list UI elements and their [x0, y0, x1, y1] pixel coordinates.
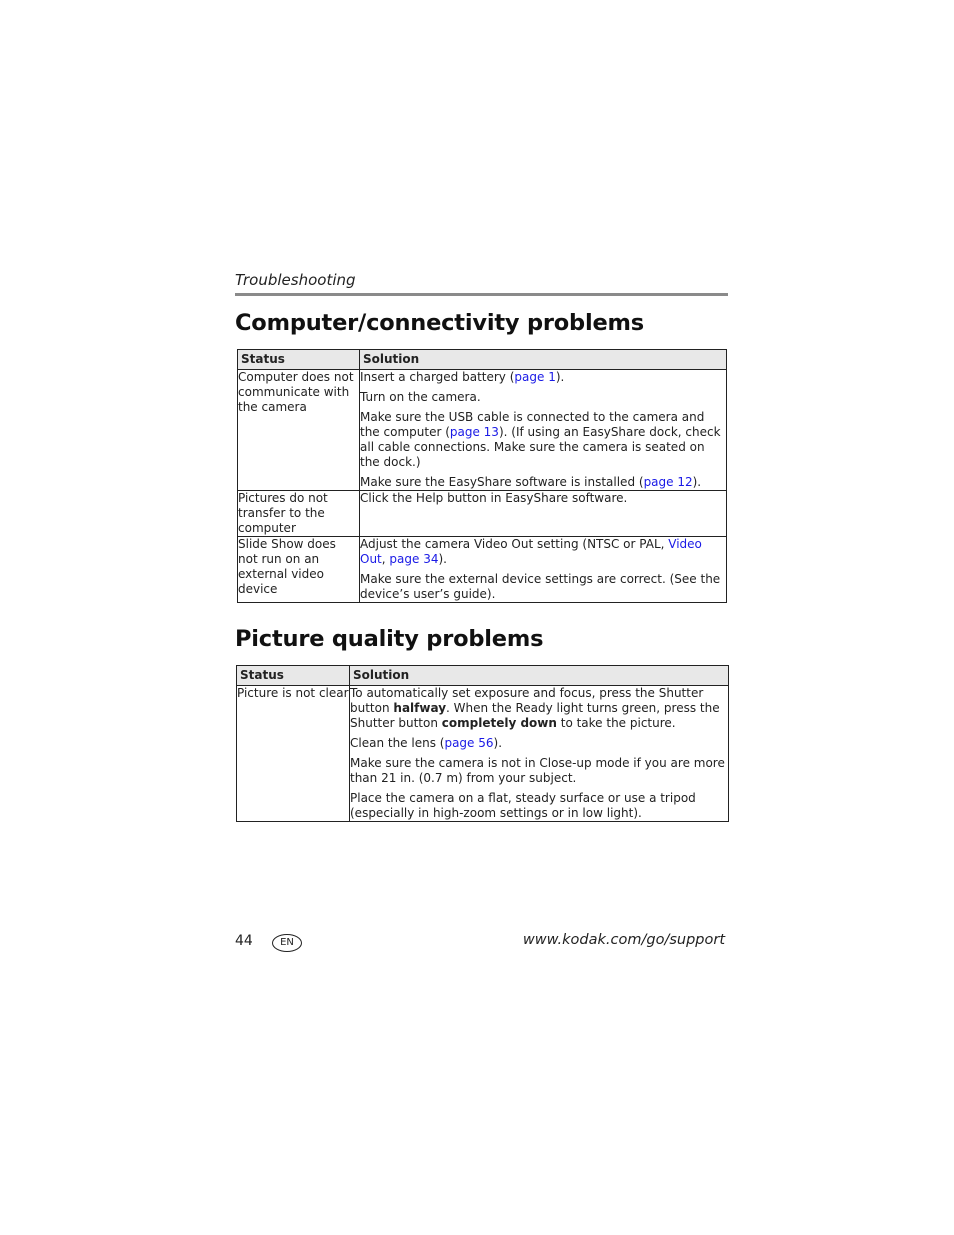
- column-header-status: Status: [238, 350, 360, 370]
- section-title-picture-quality: Picture quality problems: [235, 626, 544, 652]
- solution-item: [350, 736, 728, 751]
- table-header-row: [238, 350, 727, 370]
- table-row: [238, 370, 727, 491]
- solution-text: ).: [692, 475, 702, 489]
- status-cell: Computer does not communicate with the camera: [238, 370, 360, 491]
- solution-item: [350, 686, 728, 731]
- table-row: [238, 537, 727, 603]
- solution-item: [360, 390, 726, 405]
- solution-text: Clean the lens (: [350, 736, 445, 750]
- language-badge: EN: [272, 934, 302, 952]
- emphasis-text: halfway: [393, 701, 447, 715]
- solution-item: [360, 410, 726, 470]
- solution-text: Turn on the camera.: [360, 390, 481, 404]
- page-number: 44: [235, 933, 253, 949]
- solution-text: Insert a charged battery (: [360, 370, 515, 384]
- header-divider: [235, 293, 728, 296]
- table-row: [237, 686, 729, 822]
- solution-text: To automatically set exposure and focus, press the Shutter button: [350, 686, 704, 715]
- solution-text: ,: [381, 552, 390, 566]
- solution-text: Make sure the USB cable is connected to the camera and the computer (: [360, 410, 705, 439]
- support-url: www.kodak.com/go/support: [522, 932, 725, 948]
- solution-cell: [360, 491, 727, 537]
- page-link[interactable]: page 34: [389, 552, 439, 566]
- column-header-solution: Solution: [350, 666, 729, 686]
- solution-item: [360, 370, 726, 385]
- column-header-status: Status: [237, 666, 350, 686]
- table-header-row: [237, 666, 729, 686]
- status-cell: Picture is not clear: [237, 686, 350, 822]
- solution-text: to take the picture.: [556, 716, 676, 730]
- solution-text: ).: [493, 736, 503, 750]
- connectivity-table: [237, 349, 727, 603]
- solution-text: ).: [555, 370, 565, 384]
- table-row: [238, 491, 727, 537]
- solution-item: [350, 756, 728, 786]
- solution-text: Make sure the external device settings are correct. (See the device’s user’s guide).: [360, 572, 721, 601]
- solution-cell: [360, 370, 727, 491]
- solution-item: [360, 572, 726, 602]
- page-link[interactable]: page 13: [449, 425, 499, 439]
- solution-cell: [350, 686, 729, 822]
- solution-text: Click the Help button in EasyShare software.: [360, 491, 628, 505]
- section-title-connectivity: Computer/connectivity problems: [235, 310, 644, 336]
- page-link[interactable]: Video Out: [360, 537, 702, 566]
- emphasis-text: completely down: [441, 716, 557, 730]
- status-cell: Slide Show does not run on an external video device: [238, 537, 360, 603]
- solution-item: [350, 791, 728, 821]
- solution-text: . When the Ready light turns green, press the Shutter button: [350, 701, 720, 730]
- running-header: Troubleshooting: [235, 271, 356, 289]
- solution-text: Make sure the camera is not in Close-up mode if you are more than 21 in. (0.7 m) from your subject.: [350, 756, 725, 785]
- solution-text: ). (If using an EasyShare dock, check all cable connections. Make sure the camera is seated on the dock.): [360, 425, 721, 469]
- page-link[interactable]: page 12: [643, 475, 693, 489]
- status-cell: Pictures do not transfer to the computer: [238, 491, 360, 537]
- page-link[interactable]: page 1: [514, 370, 556, 384]
- solution-item: [360, 475, 726, 490]
- solution-text: Adjust the camera Video Out setting (NTSC or PAL,: [360, 537, 669, 551]
- solution-item: [360, 537, 726, 567]
- solution-cell: [360, 537, 727, 603]
- column-header-solution: Solution: [360, 350, 727, 370]
- solution-item: [360, 491, 726, 506]
- page-link[interactable]: page 56: [444, 736, 494, 750]
- solution-text: Make sure the EasyShare software is installed (: [360, 475, 644, 489]
- solution-text: ).: [438, 552, 447, 566]
- picture-quality-table: [236, 665, 729, 822]
- solution-text: Place the camera on a flat, steady surface or use a tripod (especially in high-zoom settings or in low light).: [350, 791, 696, 820]
